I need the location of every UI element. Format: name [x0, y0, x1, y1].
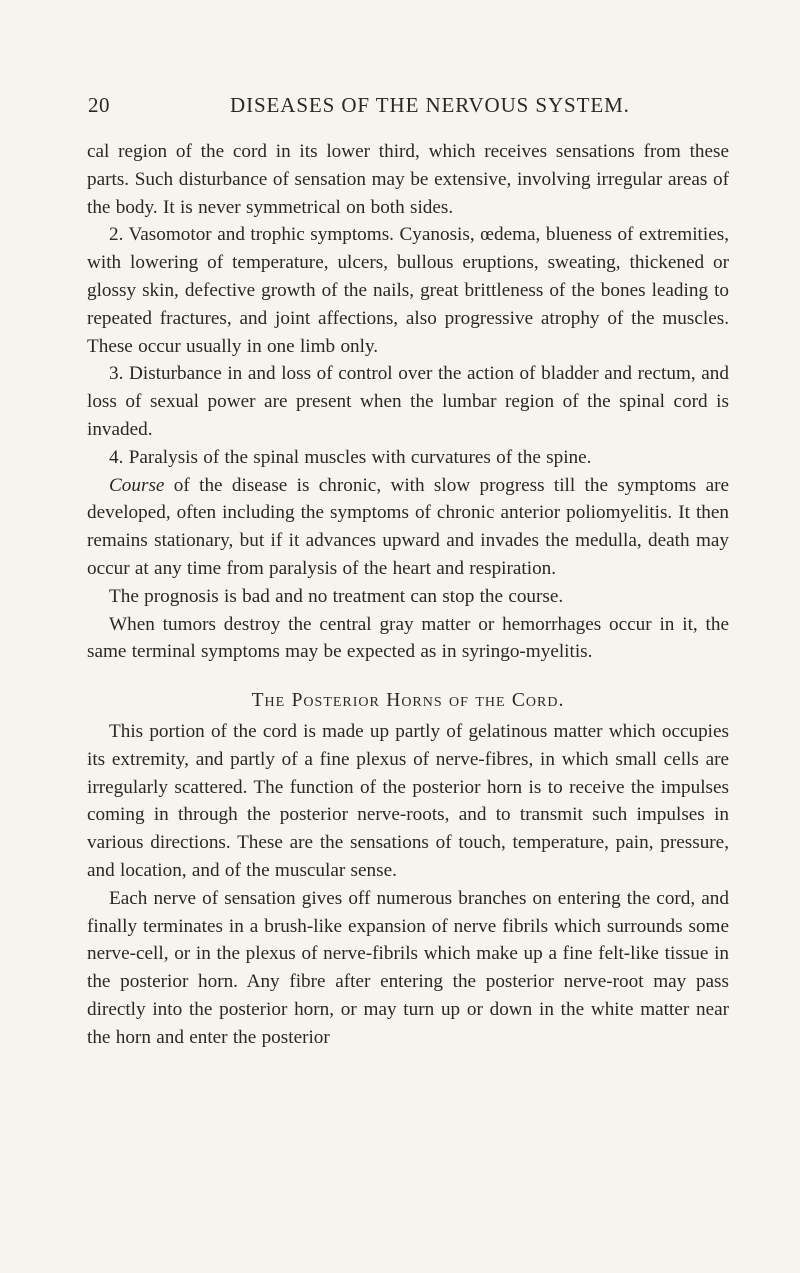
course-text: of the disease is chronic, with slow progress till the symptoms are developed, often including the symptoms of chronic anterior poliomyelitis. It then remains stationary, but if it advances upward and invades the medulla, death may occur at any time from paralysis of the heart and respiration.	[87, 474, 729, 579]
running-title: DISEASES OF THE NERVOUS SYSTEM.	[230, 93, 630, 117]
paragraph-tumors: When tumors destroy the central gray matter or hemorrhages occur in it, the same terminal symptoms may be expected as in syringo-myelitis.	[87, 613, 729, 663]
section-heading: The Posterior Horns of the Cord.	[251, 690, 565, 712]
course-lead-word: Course	[109, 474, 165, 496]
paragraph-nerve-sensation: Each nerve of sensation gives off numerous branches on entering the cord, and finally terminates in a brush-like expansion of nerve fibrils which surrounds some nerve-cell, or in the plexus of nerve-fibrils which make up a fine felt-like tissue in the posterior horn. Any fibre after entering the posterior nerve-root may pass directly into the posterior horn, or may turn up or down in the white matter near the horn and enter the posterior	[87, 887, 729, 1048]
paragraph-bladder: 3. Disturbance in and loss of control over the action of bladder and rectum, and loss of sexual power are present when the lumbar region of the spinal cord is invaded.	[87, 363, 729, 440]
paragraph-course	[87, 472, 729, 583]
body-text	[87, 138, 729, 1052]
running-head	[88, 93, 728, 123]
paragraph-continuation: cal region of the cord in its lower third, which receives sensations from these parts. Such disturbance of sensation may be extensive, involving irregular areas of the body. It is never symmetrical on both sides.	[87, 141, 729, 218]
paragraph-prognosis: The prognosis is bad and no treatment can stop the course.	[109, 585, 564, 607]
paragraph-vasomotor: 2. Vasomotor and trophic symptoms. Cyanosis, œdema, blueness of extremities, with lowering of temperature, ulcers, bullous eruptions, sweating, thickened or glossy skin, defective growth of the nails, great brittleness of the bones leading to repeated fractures, and joint affections, also progressive atrophy of the muscles. These occur usually in one limb only.	[87, 224, 729, 357]
page-number: 20	[88, 93, 110, 117]
paragraph-posterior-horn: This portion of the cord is made up partly of gelatinous matter which occupies its extremity, and partly of a fine plexus of nerve-fibres, in which small cells are irregularly scattered. The function of the posterior horn is to receive the impulses coming in through the posterior nerve-roots, and to transmit such impulses in various directions. These are the sensations of touch, temperature, pain, pressure, and location, and of the muscular sense.	[87, 720, 729, 881]
paragraph-spinal-muscles: 4. Paralysis of the spinal muscles with curvatures of the spine.	[109, 446, 592, 468]
